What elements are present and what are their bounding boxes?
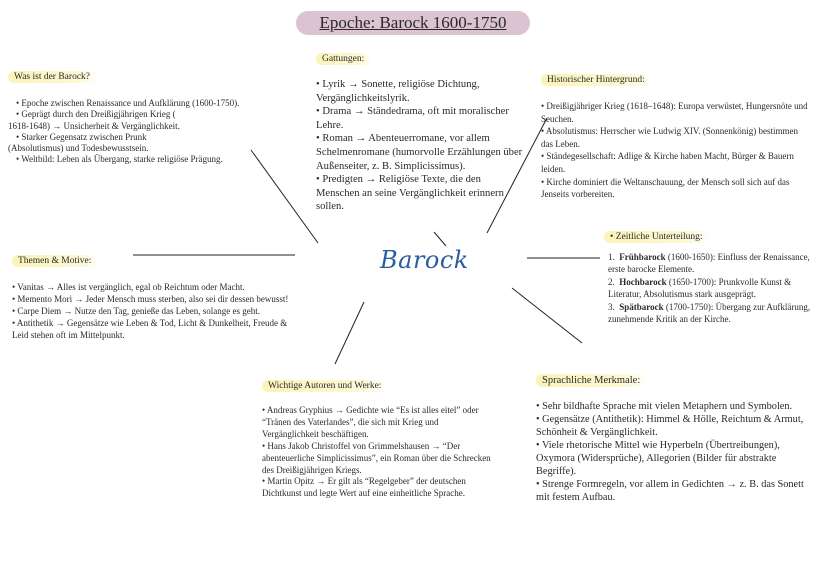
section-historisch [541,69,811,201]
section-heading: Sprachliche Merkmale: [536,374,648,387]
section-sprache [536,370,811,504]
list-item: • Starker Gegensatz zwischen Prunk [16,131,147,142]
list-item: • Martin Opitz → Er gilt als “Regelgeber” der deutschen Dichtkunst und legte Wert auf eine einheitliche Sprache. [262,476,466,499]
list-item: • Andreas Gryphius → Gedichte wie “Es ist alles eitel” oder “Tränen des Vaterlandes”, die sich mit Krieg und Vergänglichkeit beschäftigen. [262,405,479,439]
list-item: • Epoche zwischen Renaissance und Aufklärung (1600-1750). [16,98,240,108]
section-autoren [262,375,494,500]
list-item: • Ständegesellschaft: Adlige & Kirche haben Macht, Bürger & Bauern leiden. [541,151,794,174]
list-item: 3. Spätbarock (1700-1750): Übergang zur Aufklärung, zunehmende Kritik an der Kirche. [608,301,811,325]
list-item: • Lyrik → Sonette, religiöse Dichtung, Vergänglichkeitslyrik. [316,79,480,104]
section-heading: Historischer Hintergrund: [541,74,653,86]
section-themen [12,250,302,341]
title-text: Epoche: Barock 1600-1750 [319,13,507,32]
list-item: • Memento Mori → Jeder Mensch muss sterben, also sei dir dessen bewusst! [12,294,289,305]
list-item: (Absolutismus) und Todesbewusstsein. [8,143,149,154]
section-heading: • Zeitliche Unterteilung: [604,231,711,243]
list-item: • Viele rhetorische Mittel wie Hyperbeln (Übertreibungen), Oxymora (Widersprüche), Allegorien (Bilder für abstrakte Begriffe). [536,440,780,477]
list-item: • Gegensätze (Antithetik): Himmel & Hölle, Reichtum & Armut, Schönheit & Vergänglichkeit. [536,414,804,438]
connector-autoren [335,302,364,364]
list-item: • Kirche dominiert die Weltanschauung, der Mensch soll sich auf das Jenseits vorbereiten. [541,176,790,200]
section-heading: Gattungen: [316,53,372,65]
list-item: • Drama → Ständedrama, oft mit moralischer Lehre. [316,106,509,131]
list-item: • Predigten → Religiöse Texte, die den Menschen an seine Vergänglichkeit erinnern sollen. [316,174,504,213]
section-was-ist [8,66,298,166]
section-gattungen [316,48,526,214]
section-heading: Wichtige Autoren und Werke: [262,380,389,392]
list-item: • Strenge Formregeln, vor allem in Gedichten → z. B. das Sonett mit festem Aufbau. [536,479,804,503]
section-heading: Themen & Motive: [12,255,99,267]
list-item: 1618-1648) → Unsicherheit & Vergänglichkeit. [8,120,180,131]
list-item: 1. Frühbarock (1600-1650): Einfluss der Renaissance, erste barocke Elemente. [608,252,810,275]
list-item: • Hans Jakob Christoffel von Grimmelshausen → “Der abenteuerliche Simplicissimus”, ein Roman über die Schrecken des Dreißigjährigen Kriegs. [262,440,491,475]
list-item: • Weltbild: Leben als Übergang, starke religiöse Prägung. [16,154,223,165]
list-item: • Absolutismus: Herrscher wie Ludwig XIV. (Sonnenkönig) bestimmen das Leben. [541,126,798,149]
list-item: • Roman → Abenteuerromane, vor allem Schelmenromane (humorvolle Erzählungen über Außenseiter, z. B. Simplicissimus). [316,133,523,172]
list-item: • Antithetik → Gegensätze wie Leben & Tod, Licht & Dunkelheit, Freude & Leid stehen oft im Mittelpunkt. [12,318,288,341]
connector-sprache [512,288,582,343]
list-item: 2. Hochbarock (1650-1700): Prunkvolle Kunst & Literatur, Absolutismus stark ausgeprägt. [608,276,792,300]
section-heading: Was ist der Barock? [8,71,98,83]
center-topic: Barock [380,246,469,274]
connector-gattungen [434,232,446,246]
list-item: • Dreißigjähriger Krieg (1618–1648): Europa verwüstet, Hungersnöte und Seuchen. [541,101,808,124]
list-item: • Carpe Diem → Nutze den Tag, genieße das Leben, solange es geht. [12,306,261,317]
list-item: • Sehr bildhafte Sprache mit vielen Metaphern und Symbolen. [536,401,793,412]
list-item: • Geprägt durch den Dreißigjährigen Krieg ( [16,109,176,120]
section-zeitlich [608,251,823,325]
list-item: • Vanitas → Alles ist vergänglich, egal ob Reichtum oder Macht. [12,282,245,292]
section-zeitlich-heading-wrap [604,226,711,244]
page-title [296,11,530,35]
